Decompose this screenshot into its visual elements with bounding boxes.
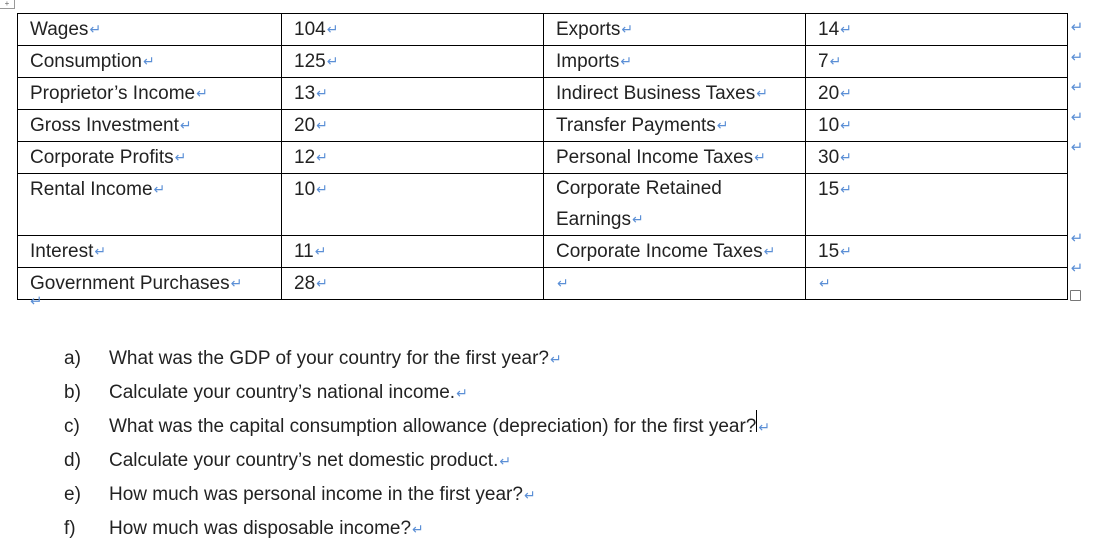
end-of-row-icon: ↵ <box>1070 79 1084 96</box>
table-resize-handle-icon[interactable] <box>1070 290 1081 301</box>
cell-label[interactable]: Indirect Business Taxes↵ <box>544 78 806 110</box>
paragraph-mark-icon: ↵ <box>829 53 842 69</box>
cell-value[interactable] <box>806 268 1068 300</box>
paragraph-mark-icon: ↵ <box>316 149 328 165</box>
list-item[interactable] <box>64 478 770 512</box>
paragraph-mark-icon: ↵ <box>316 85 328 101</box>
cell-value[interactable]: 20↵ <box>282 110 544 142</box>
cell-value[interactable]: 10↵ <box>282 174 544 236</box>
table-anchor-icon[interactable]: + <box>0 0 15 9</box>
cell-label[interactable]: Consumption↵ <box>18 46 282 78</box>
cell-value[interactable]: 125↵ <box>282 46 544 78</box>
end-of-row-icon: ↵ <box>1070 19 1084 36</box>
paragraph-mark-icon: ↵ <box>840 149 852 165</box>
cell-value[interactable]: 13↵ <box>282 78 544 110</box>
end-of-row-icon: ↵ <box>1070 109 1084 126</box>
paragraph-mark-icon: ↵ <box>499 453 512 469</box>
table-row <box>18 236 1068 268</box>
end-of-row-icon: ↵ <box>1070 139 1084 156</box>
list-marker: f) <box>64 518 76 539</box>
paragraph-mark-icon: ↵ <box>314 243 327 259</box>
paragraph-mark-icon: ↵ <box>179 117 192 133</box>
cell-label[interactable]: Wages↵ <box>18 14 282 46</box>
table-row <box>18 46 1068 78</box>
paragraph-mark-icon: ↵ <box>174 149 187 165</box>
paragraph-mark-icon: ↵ <box>196 85 208 101</box>
paragraph-mark-icon: ↵ <box>754 149 766 165</box>
question-text: How much was disposable income? <box>109 518 412 539</box>
paragraph-mark-icon: ↵ <box>621 21 634 37</box>
cell-label[interactable]: Corporate Profits↵ <box>18 142 282 174</box>
text-cursor <box>756 410 757 432</box>
paragraph-mark-icon: ↵ <box>142 53 155 69</box>
question-text: How much was personal income in the first year? <box>109 484 523 505</box>
paragraph-mark-icon: ↵ <box>840 181 852 197</box>
list-marker: a) <box>64 348 81 369</box>
paragraph-mark-icon: ↵ <box>763 243 776 259</box>
paragraph-mark-icon: ↵ <box>326 53 339 69</box>
table-row <box>18 174 1068 236</box>
cell-label[interactable] <box>544 268 806 300</box>
table-row <box>18 142 1068 174</box>
cell-value[interactable]: 20↵ <box>806 78 1068 110</box>
list-item[interactable] <box>64 444 770 478</box>
paragraph-mark-icon: ↵ <box>840 21 852 37</box>
cell-value[interactable]: 15↵ <box>806 236 1068 268</box>
paragraph-mark-icon: ↵ <box>326 21 339 37</box>
cell-value[interactable]: 10↵ <box>806 110 1068 142</box>
paragraph-mark-icon: ↵ <box>758 419 771 435</box>
paragraph-mark-icon: ↵ <box>456 385 468 401</box>
end-of-row-icon: ↵ <box>1070 260 1084 277</box>
list-item[interactable] <box>64 376 770 410</box>
table-row <box>18 268 1068 300</box>
paragraph-mark-icon: ↵ <box>412 521 424 537</box>
paragraph-mark-icon: ↵ <box>840 117 852 133</box>
cell-value[interactable]: 28↵ <box>282 268 544 300</box>
paragraph-mark-icon: ↵ <box>557 275 569 291</box>
paragraph-mark-icon: ↵ <box>840 85 852 101</box>
list-marker: d) <box>64 450 81 471</box>
cell-value[interactable]: 30↵ <box>806 142 1068 174</box>
paragraph-mark-icon: ↵ <box>89 21 102 37</box>
cell-value[interactable]: 104↵ <box>282 14 544 46</box>
paragraph-mark-icon: ↵ <box>30 293 43 310</box>
cell-label[interactable]: Interest↵ <box>18 236 282 268</box>
cell-label[interactable]: Government Purchases↵ <box>18 268 282 300</box>
list-marker: c) <box>64 416 80 437</box>
paragraph-mark-icon: ↵ <box>316 117 328 133</box>
paragraph-mark-icon: ↵ <box>756 85 768 101</box>
end-of-row-icon: ↵ <box>1070 49 1084 66</box>
end-of-row-icon: ↵ <box>1070 230 1084 247</box>
economic-data-table <box>17 13 1068 300</box>
table-row <box>18 14 1068 46</box>
paragraph-mark-icon: ↵ <box>523 487 536 503</box>
list-marker: e) <box>64 484 81 505</box>
cell-label[interactable]: Corporate Retained Earnings↵ <box>544 174 806 236</box>
cell-label[interactable]: Corporate Income Taxes↵ <box>544 236 806 268</box>
question-text: What was the capital consumption allowance (depreciation) for the first year? <box>109 416 757 437</box>
question-list <box>64 342 770 546</box>
question-text: Calculate your country’s net domestic product. <box>109 450 499 471</box>
cell-label[interactable]: Exports↵ <box>544 14 806 46</box>
cell-label[interactable]: Personal Income Taxes↵ <box>544 142 806 174</box>
table-row <box>18 110 1068 142</box>
question-text: What was the GDP of your country for the first year? <box>109 348 549 369</box>
cell-label[interactable]: Proprietor’s Income↵ <box>18 78 282 110</box>
paragraph-mark-icon: ↵ <box>840 243 852 259</box>
table-row <box>18 78 1068 110</box>
cell-value[interactable]: 11↵ <box>282 236 544 268</box>
paragraph-mark-icon: ↵ <box>550 351 562 367</box>
list-item[interactable] <box>64 342 770 376</box>
paragraph-mark-icon: ↵ <box>316 181 328 197</box>
paragraph-mark-icon: ↵ <box>632 211 644 227</box>
paragraph-mark-icon: ↵ <box>819 275 831 291</box>
cell-value[interactable]: 15↵ <box>806 174 1068 236</box>
cell-label[interactable]: Gross Investment↵ <box>18 110 282 142</box>
paragraph-mark-icon: ↵ <box>153 181 166 197</box>
list-marker: b) <box>64 382 81 403</box>
cell-value[interactable]: 12↵ <box>282 142 544 174</box>
paragraph-mark-icon: ↵ <box>94 243 107 259</box>
question-text: Calculate your country’s national income. <box>109 382 456 403</box>
paragraph-mark-icon: ↵ <box>716 117 729 133</box>
cell-value[interactable]: 7↵ <box>806 46 1068 78</box>
paragraph-mark-icon: ↵ <box>316 275 328 291</box>
cell-label[interactable]: Transfer Payments↵ <box>544 110 806 142</box>
cell-label[interactable]: Rental Income↵ <box>18 174 282 236</box>
cell-label[interactable]: Imports↵ <box>544 46 806 78</box>
paragraph-mark-icon: ↵ <box>620 53 633 69</box>
list-item[interactable] <box>64 512 770 546</box>
list-item[interactable] <box>64 410 770 444</box>
cell-value[interactable]: 14↵ <box>806 14 1068 46</box>
paragraph-mark-icon: ↵ <box>230 275 243 291</box>
